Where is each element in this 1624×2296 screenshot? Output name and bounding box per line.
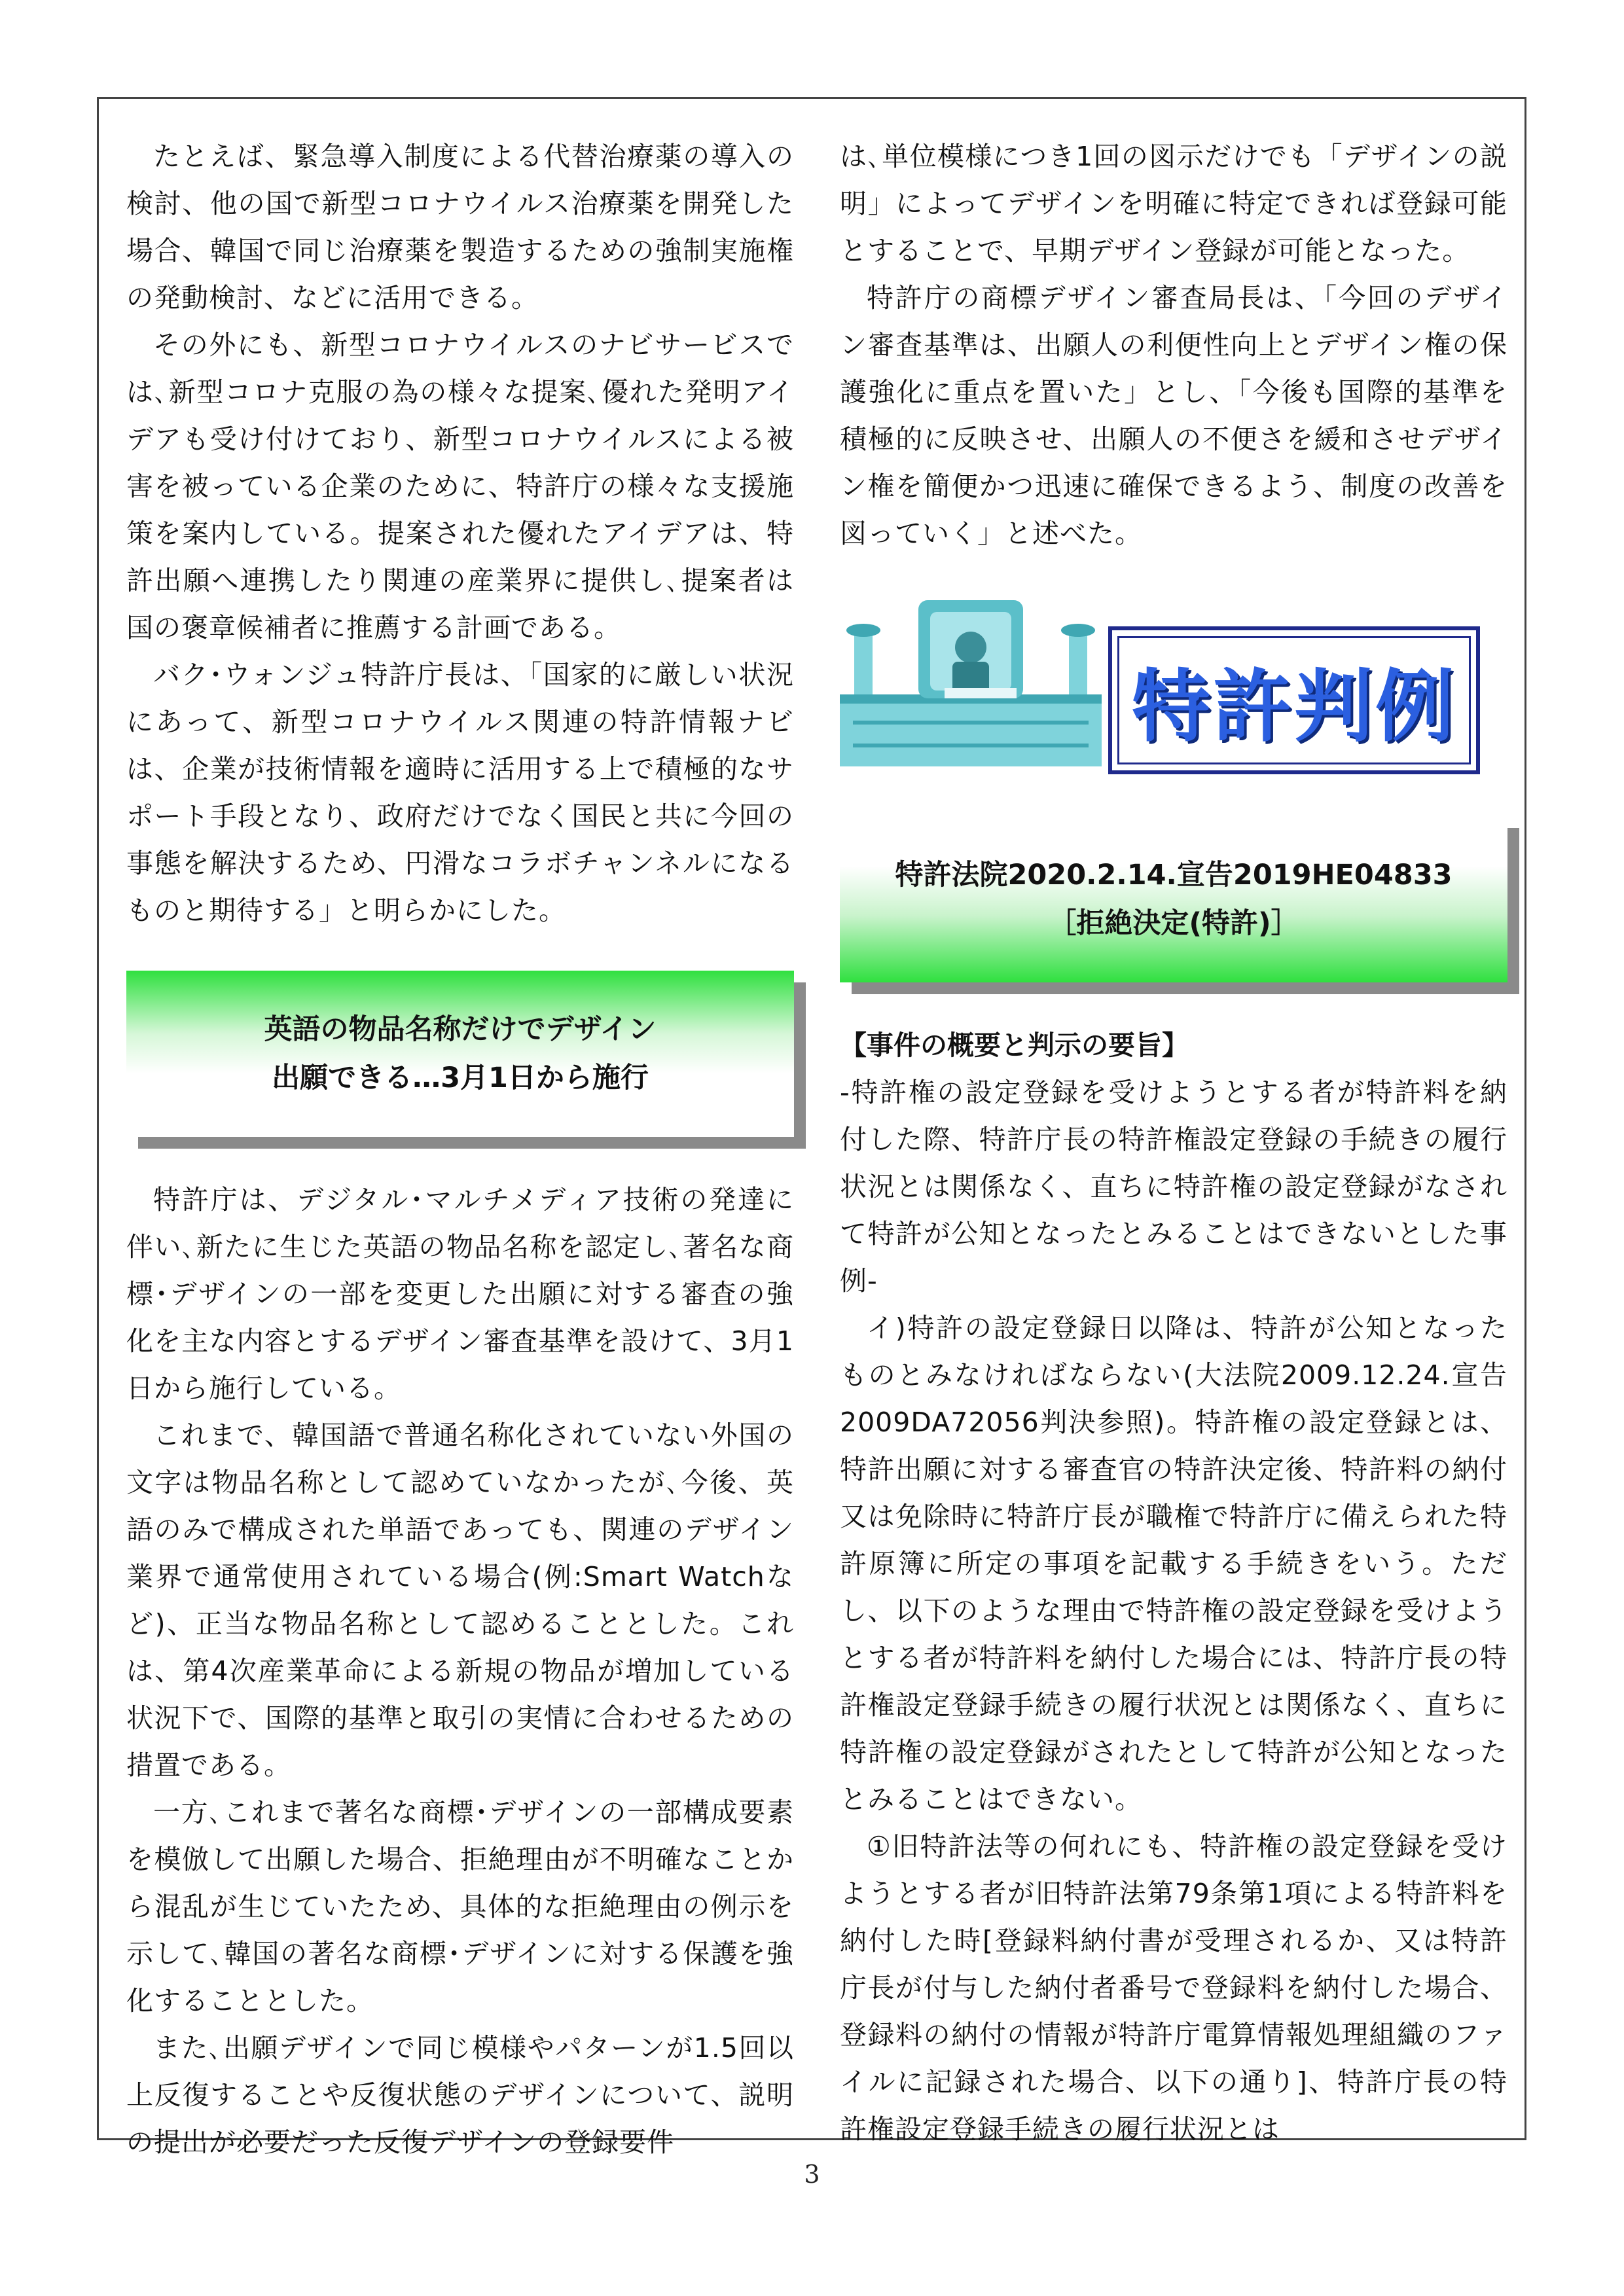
patent-precedent-title-frame xyxy=(1108,626,1480,774)
patent-precedent-title-inner xyxy=(1117,636,1471,764)
case-heading-body xyxy=(840,816,1507,982)
paragraph-navi-service: その外にも、新型コロナウイルスのナビサービスでは､新型コロナ克服の為の様々な提案､優れた発明アイデアも受け付けており、新型コロナウイルスによる被害を被っている企業のために、特許庁の様々な支援施策を案内している。提案された優れたアイデアは、特許出願へ連携したり関連の産業界に提供し､提案者は国の褒章候補者に推薦する計画である。 xyxy=(126,329,794,643)
paragraph-design-standard: 特許庁は、デジタル･マルチメディア技術の発達に伴い､新たに生じた英語の物品名称を認定し､著名な商標･デザインの一部を変更した出願に対する審査の強化を主な内容とするデザイン審査基準を設けて、3月1日から施行している。 xyxy=(126,1184,794,1404)
patent-case-banner xyxy=(840,596,1507,780)
article-heading-box xyxy=(126,971,794,1137)
right-column xyxy=(840,133,1507,2153)
paragraph-i: イ)特許の設定登録日以降は、特許が公知となったものとみなければならない(大法院2009.12.24.宣告2009DA72056判決参照)。特許権の設定登録とは、特許出願に対する審査官の特許決定後、特許料の納付又は免除時に特許庁長が職権で特許庁に備えられた特許原簿に所定の事項を記載する手続きをいう。ただし、以下のような理由で特許権の設定登録を受けようとする者が特許料を納付した場合には、特許庁長の特許権設定登録手続きの履行状況とは関係なく、直ちに特許権の設定登録がされたとして特許が公知となったとみることはできない。 xyxy=(840,1312,1507,1815)
paragraph-repeat-design: また､出願デザインで同じ模様やパターンが1.5回以上反復することや反復状態のデザインについて、説明の提出が必要だった反復デザインの登録要件 xyxy=(126,2032,794,2158)
left-column xyxy=(126,133,794,2166)
paragraph-director-quote: 特許庁の商標デザイン審査局長は、「今回のデザイン審査基準は、出願人の利便性向上とデザイン権の保護強化に重点を置いた」とし、「今後も国際的基準を積極的に反映させ、出願人の不便さを緩和させデザイン権を簡便かつ迅速に確保できるよう、制度の改善を図っていく」と述べた。 xyxy=(840,282,1507,549)
page-number: 3 xyxy=(804,2160,820,2189)
case-citation: 特許法院2020.2.14.宣告2019HE04833 xyxy=(895,859,1453,891)
page-frame xyxy=(97,97,1526,2158)
paragraph-treatment-examples: たとえば、緊急導入制度による代替治療薬の導入の検討、他の国で新型コロナウイルス治療薬を開発した場合、韓国で同じ治療薬を製造するための強制実施権の発動検討、などに活用できる。 xyxy=(126,141,794,314)
case-type: ［拒絶決定(特許)］ xyxy=(1048,907,1299,940)
paragraph-continued: は､単位模様につき1回の図示だけでも「デザインの説明」によってデザインを明確に特定できれば登録可能とすることで、早期デザイン登録が可能となった。 xyxy=(840,141,1507,266)
summary-heading: 【事件の概要と判示の要旨】 xyxy=(840,1030,1189,1061)
article-heading-line-1: 英語の物品名称だけでデザイン xyxy=(264,1013,657,1046)
heading-box-body xyxy=(126,971,794,1137)
paragraph-english-names: これまで、韓国語で普通名称化されていない外国の文字は物品名称として認めていなかったが､今後、英語のみで構成された単語であっても、関連のデザイン業界で通常使用されている場合(例:Smart Watchなど)、正当な物品名称として認めることとした。これは、第4次産業革命による新規の物品が増加している状況下で、国際的基準と取引の実情に合わせるための措置である。 xyxy=(126,1420,794,1781)
article-heading-line-2: 出願できる…3月1日から施行 xyxy=(272,1062,649,1094)
paragraph-1: ①旧特許法等の何れにも、特許権の設定登録を受けようとする者が旧特許法第79条第1項による特許料を納付した時[登録料納付書が受理されるか、又は特許庁長が付与した納付者番号で登録料を納付した場合、登録料の納付の情報が特許庁電算情報処理組織のファイルに記録された場合、以下の通り]、特許庁長の特許権設定登録手続きの履行状況とは xyxy=(840,1831,1507,2145)
summary-text: -特許権の設定登録を受けようとする者が特許料を納付した際、特許庁長の特許権設定登録の手続きの履行状況とは関係なく、直ちに特許権の設定登録がなされて特許が公知となったとみることはできないとした事例- xyxy=(840,1077,1507,1297)
paragraph-commissioner-quote: バク･ウォンジュ特許庁長は、「国家的に厳しい状況にあって、新型コロナウイルス関連の特許情報ナビは、企業が技術情報を適時に活用する上で積極的なサポート手段となり、政府だけでなく国民と共に今回の事態を解決するため、円滑なコラボチャンネルになるものと期待する」と明らかにした。 xyxy=(126,659,794,926)
paragraph-famous-marks: 一方､これまで著名な商標･デザインの一部構成要素を模倣して出願した場合、拒絶理由が不明確なことから混乱が生じていたため、具体的な拒絶理由の例示を示して､韓国の著名な商標･デザインに対する保護を強化することとした。 xyxy=(126,1797,794,2017)
patent-precedent-title: 特許判例 xyxy=(1132,662,1456,753)
case-heading-box xyxy=(840,816,1507,982)
courtroom-illustration xyxy=(840,596,1102,766)
